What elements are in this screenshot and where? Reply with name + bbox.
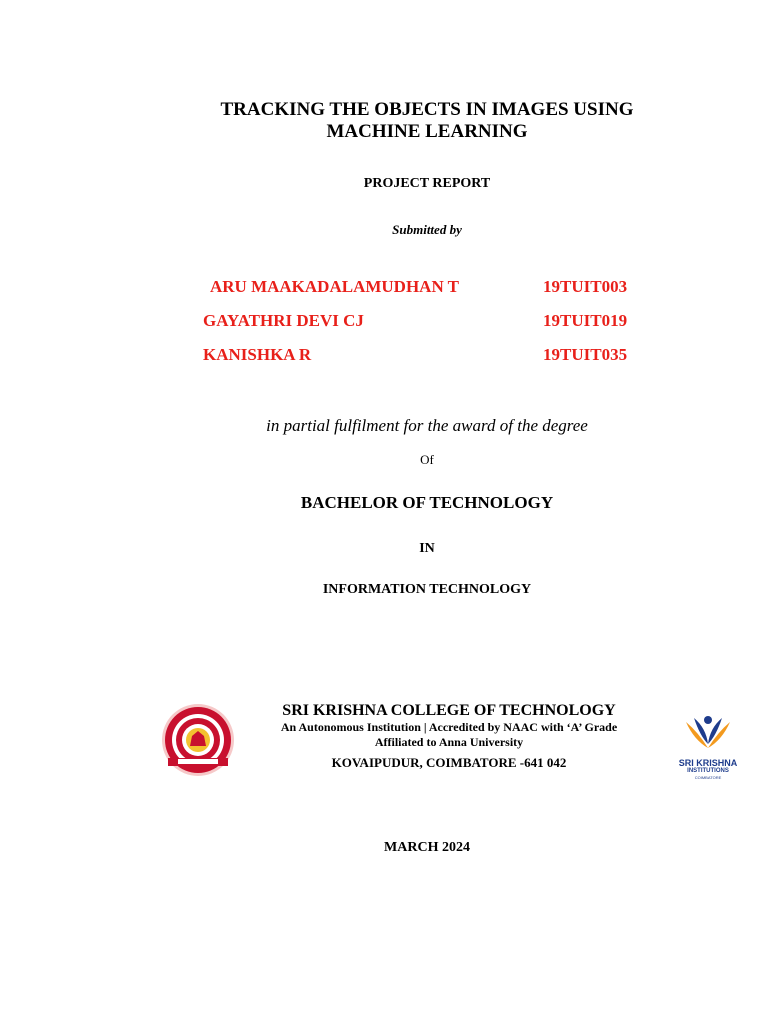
student-name: GAYATHRI DEVI CJ xyxy=(203,311,364,330)
student-name: ARU MAAKADALAMUDHAN T xyxy=(210,277,460,296)
report-title: TRACKING THE OBJECTS IN IMAGES USING MACHINE LEARNING xyxy=(220,99,634,142)
student-id: 19TUIT019 xyxy=(543,311,628,330)
institutions-logo-line3: COIMBATORE xyxy=(694,775,722,780)
student-name: KANISHKA R xyxy=(203,345,312,364)
in-text: IN xyxy=(419,541,435,556)
student-id: 19TUIT003 xyxy=(543,277,628,296)
degree-name: BACHELOR OF TECHNOLOGY xyxy=(300,493,554,512)
report-type: PROJECT REPORT xyxy=(363,176,491,191)
of-text: Of xyxy=(420,452,434,467)
submitted-by: Submitted by xyxy=(392,222,462,237)
institutions-logo-line1: SRI KRISHNA xyxy=(678,758,738,768)
college-name: SRI KRISHNA COLLEGE OF TECHNOLOGY xyxy=(282,702,616,719)
institutions-emblem-icon xyxy=(676,714,740,754)
department-name: INFORMATION TECHNOLOGY xyxy=(322,582,532,597)
institutions-logo-line2: INSTITUTIONS xyxy=(687,768,729,774)
college-accreditation: An Autonomous Institution | Accredited by NAAC with ‘A’ Grade xyxy=(280,720,618,734)
college-address: KOVAIPUDUR, COIMBATORE -641 042 xyxy=(331,755,567,770)
college-affiliation: Affiliated to Anna University xyxy=(374,735,524,749)
institutions-logo xyxy=(676,714,740,778)
report-date: MARCH 2024 xyxy=(384,840,470,855)
student-id: 19TUIT035 xyxy=(543,345,628,364)
partial-fulfilment-text: in partial fulfilment for the award of the degree xyxy=(266,416,588,435)
